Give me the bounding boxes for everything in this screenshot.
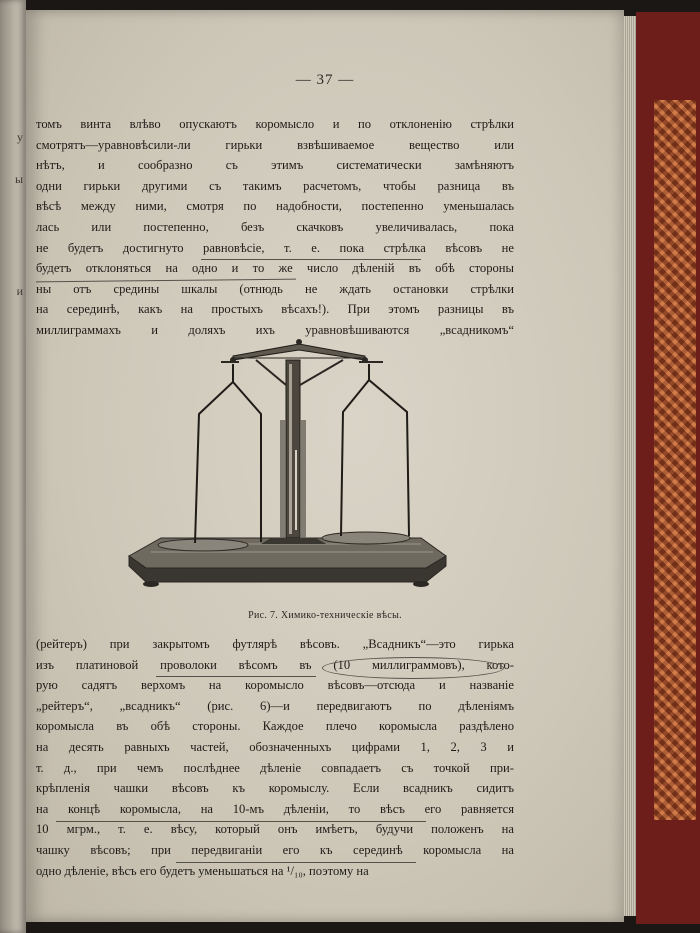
paragraph-bottom [36, 634, 514, 881]
text-line: т. д., при чемъ послѣднее дѣленіе совпадаетъ съ точкой при- [36, 760, 514, 775]
text-line: 10 мгрм., т. е. вѣсу, который онъ имѣетъ, будучи положенъ на [36, 822, 514, 837]
text-line: не будетъ достигнуто равновѣсіе, т. е. пока стрѣлка вѣсовъ не [36, 240, 514, 255]
balance-scale-illustration [121, 330, 451, 600]
text-line: смотрятъ—уравновѣсили-ли гирьки взвѣшиваемое вещество или [36, 137, 514, 152]
cover-leather-texture [654, 100, 696, 820]
text-line: лась или постепенно, безъ скачковъ увеличивалась, пока [36, 219, 514, 234]
book-page [26, 10, 624, 922]
text-line: будетъ отклоняться на одно и то же число дѣленій въ обѣ стороны [36, 261, 514, 276]
text-line: одно дѣленіе, вѣсъ его будетъ уменьшаться на ¹/₁₀, поэтому на [36, 863, 369, 878]
adjacent-page-edge [0, 0, 26, 933]
text-line: нѣтъ, и сообразно съ этимъ систематически замѣняютъ [36, 158, 514, 173]
text-line: изъ платиновой проволоки вѣсомъ въ (10 миллиграммовъ), кото- [36, 657, 514, 672]
text-line: крѣпленія чашки вѣсовъ къ коромыслу. Если всадникъ сидитъ [36, 781, 514, 796]
text-line: ны отъ средины шкалы (отнюдь не ждать остановки стрѣлки [36, 281, 514, 296]
text-line: „рейтеръ“, „всадникъ“ (рис. 6)—и передвигаютъ по дѣленіямъ [36, 698, 514, 713]
text-line: чашку вѣсовъ; при передвиганіи его къ серединѣ коромысла на [36, 842, 514, 857]
text-line: на концѣ коромысла, на 10-мъ дѣленіи, то вѣсъ его равняется [36, 801, 514, 816]
figure-caption: Рис. 7. Химико-техническіе вѣсы. [248, 610, 402, 621]
page-number: — 37 — [295, 72, 355, 88]
adjacent-page-text: у ы и [14, 130, 23, 298]
text-line: миллиграммахъ и доляхъ ихъ уравновѣшиваются „всадникомъ“ [36, 322, 514, 337]
text-line: на серединѣ, какъ на простыхъ вѣсахъ!). При этомъ разницы въ [36, 302, 514, 317]
text-line: рую садятъ верхомъ на коромысло вѣсовъ—отсюда и названіе [36, 678, 514, 693]
text-line: коромысла въ обѣ стороны. Каждое плечо коромысла раздѣлено [36, 719, 514, 734]
text-line: томъ винта влѣво опускаютъ коромысло и по отклоненію стрѣлки [36, 117, 514, 131]
text-line: на десять равныхъ частей, обозначенныхъ цифрами 1, 2, 3 и [36, 739, 514, 754]
paragraph-top [36, 114, 514, 341]
text-line: вѣсѣ между ними, смотря по надобности, постепенно уменьшалась [36, 199, 514, 214]
text-line: (рейтеръ) при закрытомъ футлярѣ вѣсовъ. „Всадникъ“—это гирька [36, 637, 514, 651]
text-line: одни гирьки другими съ такимъ расчетомъ, чтобы разница въ [36, 178, 514, 193]
